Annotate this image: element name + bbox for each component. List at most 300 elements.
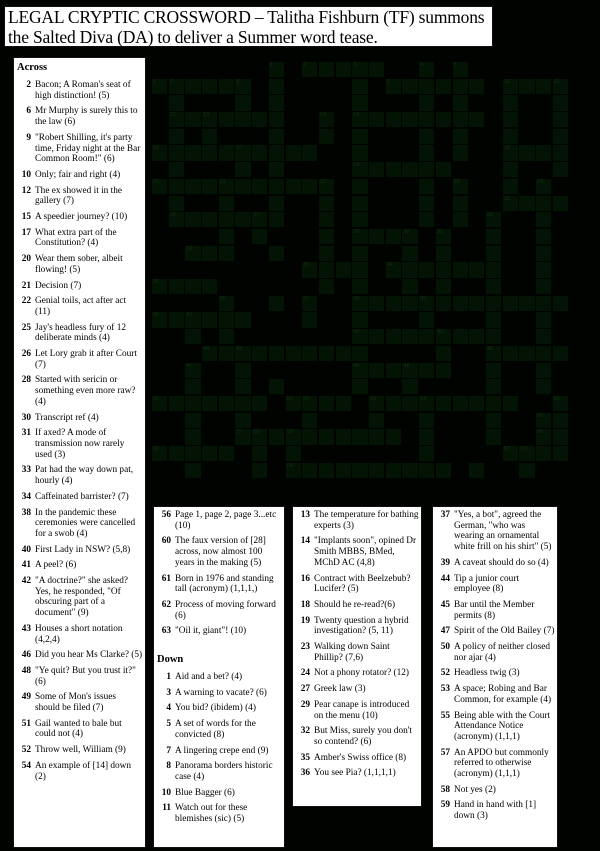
grid-cell[interactable] (352, 379, 367, 394)
grid-cell[interactable] (553, 296, 568, 311)
grid-cell[interactable] (469, 396, 484, 411)
grid-cell[interactable] (286, 446, 301, 461)
grid-cell[interactable] (269, 62, 284, 77)
grid-cell[interactable] (185, 179, 200, 194)
grid-cell[interactable] (402, 112, 417, 127)
grid-cell[interactable] (352, 429, 367, 444)
grid-cell[interactable] (436, 246, 451, 261)
grid-cell[interactable] (235, 413, 250, 428)
grid-cell[interactable] (202, 246, 217, 261)
grid-cell[interactable] (152, 179, 167, 194)
grid-cell[interactable] (486, 229, 501, 244)
grid-cell[interactable] (553, 429, 568, 444)
grid-cell[interactable] (419, 396, 434, 411)
grid-cell[interactable] (235, 179, 250, 194)
grid-cell[interactable] (503, 296, 518, 311)
grid-cell[interactable] (352, 363, 367, 378)
grid-cell[interactable] (252, 396, 267, 411)
grid-cell[interactable] (352, 62, 367, 77)
grid-cell[interactable] (369, 62, 384, 77)
grid-cell[interactable] (152, 312, 167, 327)
grid-cell[interactable] (536, 429, 551, 444)
grid-cell[interactable] (169, 79, 184, 94)
grid-cell[interactable] (319, 112, 334, 127)
grid-cell[interactable] (386, 229, 401, 244)
grid-cell[interactable] (486, 429, 501, 444)
grid-cell[interactable] (503, 196, 518, 211)
grid-cell[interactable] (319, 62, 334, 77)
grid-cell[interactable] (536, 413, 551, 428)
grid-cell[interactable] (369, 112, 384, 127)
grid-cell[interactable] (553, 162, 568, 177)
grid-cell[interactable] (202, 79, 217, 94)
grid-cell[interactable] (286, 396, 301, 411)
grid-cell[interactable] (453, 262, 468, 277)
grid-cell[interactable] (469, 329, 484, 344)
grid-cell[interactable] (219, 312, 234, 327)
grid-cell[interactable] (352, 129, 367, 144)
grid-cell[interactable] (319, 262, 334, 277)
grid-cell[interactable] (352, 246, 367, 261)
grid-cell[interactable] (553, 196, 568, 211)
grid-cell[interactable] (319, 179, 334, 194)
grid-cell[interactable] (269, 346, 284, 361)
grid-cell[interactable] (185, 145, 200, 160)
grid-cell[interactable] (519, 145, 534, 160)
grid-cell[interactable] (185, 212, 200, 227)
grid-cell[interactable] (219, 79, 234, 94)
grid-cell[interactable] (503, 162, 518, 177)
grid-cell[interactable] (553, 129, 568, 144)
grid-cell[interactable] (352, 312, 367, 327)
grid-cell[interactable] (169, 196, 184, 211)
grid-cell[interactable] (319, 279, 334, 294)
grid-cell[interactable] (419, 429, 434, 444)
grid-cell[interactable] (235, 312, 250, 327)
grid-cell[interactable] (352, 229, 367, 244)
grid-cell[interactable] (503, 112, 518, 127)
grid-cell[interactable] (352, 346, 367, 361)
grid-cell[interactable] (453, 95, 468, 110)
grid-cell[interactable] (319, 129, 334, 144)
grid-cell[interactable] (369, 296, 384, 311)
grid-cell[interactable] (185, 246, 200, 261)
grid-cell[interactable] (252, 229, 267, 244)
grid-cell[interactable] (486, 346, 501, 361)
grid-cell[interactable] (185, 329, 200, 344)
grid-cell[interactable] (235, 346, 250, 361)
grid-cell[interactable] (252, 112, 267, 127)
grid-cell[interactable] (169, 112, 184, 127)
grid-cell[interactable] (169, 129, 184, 144)
grid-cell[interactable] (536, 145, 551, 160)
grid-cell[interactable] (453, 296, 468, 311)
grid-cell[interactable] (519, 79, 534, 94)
grid-cell[interactable] (336, 396, 351, 411)
grid-cell[interactable] (553, 145, 568, 160)
grid-cell[interactable] (302, 463, 317, 478)
grid-cell[interactable] (352, 145, 367, 160)
grid-cell[interactable] (519, 463, 534, 478)
grid-cell[interactable] (219, 179, 234, 194)
grid-cell[interactable] (219, 229, 234, 244)
grid-cell[interactable] (453, 329, 468, 344)
grid-cell[interactable] (469, 112, 484, 127)
grid-cell[interactable] (402, 79, 417, 94)
grid-cell[interactable] (553, 95, 568, 110)
grid-cell[interactable] (503, 396, 518, 411)
grid-cell[interactable] (286, 463, 301, 478)
grid-cell[interactable] (185, 379, 200, 394)
grid-cell[interactable] (402, 296, 417, 311)
grid-cell[interactable] (185, 279, 200, 294)
grid-cell[interactable] (252, 446, 267, 461)
grid-cell[interactable] (219, 212, 234, 227)
grid-cell[interactable] (319, 346, 334, 361)
grid-cell[interactable] (202, 212, 217, 227)
grid-cell[interactable] (369, 363, 384, 378)
grid-cell[interactable] (419, 413, 434, 428)
grid-cell[interactable] (202, 112, 217, 127)
grid-cell[interactable] (453, 212, 468, 227)
grid-cell[interactable] (185, 363, 200, 378)
grid-cell[interactable] (252, 145, 267, 160)
grid-cell[interactable] (152, 446, 167, 461)
grid-cell[interactable] (553, 79, 568, 94)
grid-cell[interactable] (269, 196, 284, 211)
grid-cell[interactable] (235, 379, 250, 394)
grid-cell[interactable] (336, 463, 351, 478)
grid-cell[interactable] (503, 346, 518, 361)
grid-cell[interactable] (185, 429, 200, 444)
grid-cell[interactable] (536, 196, 551, 211)
grid-cell[interactable] (503, 95, 518, 110)
grid-cell[interactable] (453, 79, 468, 94)
grid-cell[interactable] (352, 329, 367, 344)
grid-cell[interactable] (152, 279, 167, 294)
grid-cell[interactable] (503, 446, 518, 461)
grid-cell[interactable] (169, 312, 184, 327)
grid-cell[interactable] (419, 145, 434, 160)
grid-cell[interactable] (386, 296, 401, 311)
grid-cell[interactable] (319, 212, 334, 227)
grid-cell[interactable] (286, 429, 301, 444)
grid-cell[interactable] (235, 112, 250, 127)
grid-cell[interactable] (419, 463, 434, 478)
grid-cell[interactable] (453, 112, 468, 127)
grid-cell[interactable] (302, 62, 317, 77)
grid-cell[interactable] (336, 62, 351, 77)
grid-cell[interactable] (269, 145, 284, 160)
grid-cell[interactable] (553, 346, 568, 361)
grid-cell[interactable] (202, 179, 217, 194)
grid-cell[interactable] (536, 229, 551, 244)
grid-cell[interactable] (269, 212, 284, 227)
grid-cell[interactable] (469, 79, 484, 94)
grid-cell[interactable] (369, 396, 384, 411)
grid-cell[interactable] (169, 446, 184, 461)
grid-cell[interactable] (269, 179, 284, 194)
grid-cell[interactable] (319, 196, 334, 211)
grid-cell[interactable] (269, 246, 284, 261)
grid-cell[interactable] (219, 329, 234, 344)
grid-cell[interactable] (269, 296, 284, 311)
grid-cell[interactable] (436, 363, 451, 378)
grid-cell[interactable] (536, 279, 551, 294)
grid-cell[interactable] (386, 363, 401, 378)
grid-cell[interactable] (419, 363, 434, 378)
grid-cell[interactable] (152, 145, 167, 160)
grid-cell[interactable] (486, 329, 501, 344)
grid-cell[interactable] (402, 229, 417, 244)
grid-cell[interactable] (519, 196, 534, 211)
grid-cell[interactable] (536, 212, 551, 227)
grid-cell[interactable] (536, 262, 551, 277)
grid-cell[interactable] (369, 413, 384, 428)
grid-cell[interactable] (453, 129, 468, 144)
grid-cell[interactable] (536, 446, 551, 461)
grid-cell[interactable] (219, 145, 234, 160)
grid-cell[interactable] (453, 196, 468, 211)
grid-cell[interactable] (185, 396, 200, 411)
grid-cell[interactable] (419, 196, 434, 211)
grid-cell[interactable] (286, 346, 301, 361)
grid-cell[interactable] (302, 296, 317, 311)
grid-cell[interactable] (503, 79, 518, 94)
grid-cell[interactable] (185, 312, 200, 327)
grid-cell[interactable] (352, 296, 367, 311)
grid-cell[interactable] (436, 463, 451, 478)
grid-cell[interactable] (419, 262, 434, 277)
grid-cell[interactable] (185, 79, 200, 94)
grid-cell[interactable] (402, 162, 417, 177)
grid-cell[interactable] (219, 346, 234, 361)
grid-cell[interactable] (202, 145, 217, 160)
grid-cell[interactable] (469, 296, 484, 311)
grid-cell[interactable] (169, 279, 184, 294)
grid-cell[interactable] (536, 79, 551, 94)
grid-cell[interactable] (269, 79, 284, 94)
grid-cell[interactable] (386, 329, 401, 344)
grid-cell[interactable] (302, 346, 317, 361)
grid-cell[interactable] (419, 179, 434, 194)
grid-cell[interactable] (386, 262, 401, 277)
grid-cell[interactable] (352, 112, 367, 127)
grid-cell[interactable] (369, 162, 384, 177)
grid-cell[interactable] (419, 95, 434, 110)
grid-cell[interactable] (419, 212, 434, 227)
grid-cell[interactable] (419, 162, 434, 177)
grid-cell[interactable] (219, 196, 234, 211)
grid-cell[interactable] (235, 429, 250, 444)
grid-cell[interactable] (169, 396, 184, 411)
grid-cell[interactable] (202, 346, 217, 361)
grid-cell[interactable] (486, 279, 501, 294)
grid-cell[interactable] (202, 312, 217, 327)
grid-cell[interactable] (386, 396, 401, 411)
grid-cell[interactable] (419, 62, 434, 77)
grid-cell[interactable] (536, 379, 551, 394)
grid-cell[interactable] (536, 346, 551, 361)
grid-cell[interactable] (419, 329, 434, 344)
grid-cell[interactable] (302, 179, 317, 194)
grid-cell[interactable] (269, 129, 284, 144)
grid-cell[interactable] (352, 279, 367, 294)
grid-cell[interactable] (252, 463, 267, 478)
grid-cell[interactable] (386, 463, 401, 478)
grid-cell[interactable] (369, 429, 384, 444)
grid-cell[interactable] (369, 229, 384, 244)
grid-cell[interactable] (152, 79, 167, 94)
grid-cell[interactable] (402, 246, 417, 261)
grid-cell[interactable] (302, 413, 317, 428)
grid-cell[interactable] (185, 413, 200, 428)
grid-cell[interactable] (319, 463, 334, 478)
grid-cell[interactable] (219, 112, 234, 127)
grid-cell[interactable] (269, 95, 284, 110)
grid-cell[interactable] (352, 79, 367, 94)
grid-cell[interactable] (269, 379, 284, 394)
grid-cell[interactable] (402, 463, 417, 478)
grid-cell[interactable] (252, 429, 267, 444)
grid-cell[interactable] (536, 312, 551, 327)
grid-cell[interactable] (185, 463, 200, 478)
grid-cell[interactable] (503, 179, 518, 194)
grid-cell[interactable] (302, 145, 317, 160)
grid-cell[interactable] (319, 429, 334, 444)
grid-cell[interactable] (486, 212, 501, 227)
grid-cell[interactable] (503, 145, 518, 160)
grid-cell[interactable] (352, 95, 367, 110)
grid-cell[interactable] (169, 179, 184, 194)
grid-cell[interactable] (352, 262, 367, 277)
grid-cell[interactable] (336, 262, 351, 277)
grid-cell[interactable] (402, 329, 417, 344)
grid-cell[interactable] (402, 262, 417, 277)
grid-cell[interactable] (553, 112, 568, 127)
grid-cell[interactable] (436, 396, 451, 411)
grid-cell[interactable] (235, 79, 250, 94)
grid-cell[interactable] (436, 79, 451, 94)
grid-cell[interactable] (469, 262, 484, 277)
grid-cell[interactable] (386, 79, 401, 94)
grid-cell[interactable] (419, 312, 434, 327)
grid-cell[interactable] (169, 212, 184, 227)
grid-cell[interactable] (252, 346, 267, 361)
grid-cell[interactable] (419, 79, 434, 94)
grid-cell[interactable] (369, 329, 384, 344)
grid-cell[interactable] (185, 112, 200, 127)
grid-cell[interactable] (486, 363, 501, 378)
grid-cell[interactable] (402, 279, 417, 294)
grid-cell[interactable] (453, 179, 468, 194)
grid-cell[interactable] (519, 296, 534, 311)
grid-cell[interactable] (419, 129, 434, 144)
grid-cell[interactable] (419, 296, 434, 311)
grid-cell[interactable] (436, 229, 451, 244)
grid-cell[interactable] (486, 413, 501, 428)
grid-cell[interactable] (436, 262, 451, 277)
grid-cell[interactable] (386, 112, 401, 127)
grid-cell[interactable] (302, 312, 317, 327)
grid-cell[interactable] (286, 179, 301, 194)
grid-cell[interactable] (536, 363, 551, 378)
grid-cell[interactable] (202, 446, 217, 461)
grid-cell[interactable] (352, 212, 367, 227)
grid-cell[interactable] (553, 413, 568, 428)
grid-cell[interactable] (302, 429, 317, 444)
grid-cell[interactable] (553, 396, 568, 411)
grid-cell[interactable] (402, 379, 417, 394)
grid-cell[interactable] (436, 296, 451, 311)
grid-cell[interactable] (536, 329, 551, 344)
grid-cell[interactable] (553, 446, 568, 461)
grid-cell[interactable] (219, 296, 234, 311)
grid-cell[interactable] (519, 346, 534, 361)
grid-cell[interactable] (252, 179, 267, 194)
grid-cell[interactable] (202, 279, 217, 294)
grid-cell[interactable] (235, 162, 250, 177)
grid-cell[interactable] (486, 312, 501, 327)
grid-cell[interactable] (269, 112, 284, 127)
grid-cell[interactable] (219, 446, 234, 461)
grid-cell[interactable] (352, 463, 367, 478)
grid-cell[interactable] (486, 379, 501, 394)
grid-cell[interactable] (536, 296, 551, 311)
grid-cell[interactable] (169, 145, 184, 160)
grid-cell[interactable] (269, 162, 284, 177)
grid-cell[interactable] (336, 346, 351, 361)
grid-cell[interactable] (286, 145, 301, 160)
grid-cell[interactable] (436, 346, 451, 361)
grid-cell[interactable] (486, 246, 501, 261)
grid-cell[interactable] (169, 162, 184, 177)
grid-cell[interactable] (235, 212, 250, 227)
grid-cell[interactable] (419, 112, 434, 127)
grid-cell[interactable] (402, 396, 417, 411)
grid-cell[interactable] (453, 145, 468, 160)
grid-cell[interactable] (302, 262, 317, 277)
grid-cell[interactable] (185, 446, 200, 461)
grid-cell[interactable] (169, 95, 184, 110)
grid-cell[interactable] (503, 129, 518, 144)
grid-cell[interactable] (319, 396, 334, 411)
grid-cell[interactable] (152, 396, 167, 411)
grid-cell[interactable] (202, 396, 217, 411)
grid-cell[interactable] (536, 179, 551, 194)
grid-cell[interactable] (235, 145, 250, 160)
grid-cell[interactable] (235, 396, 250, 411)
grid-cell[interactable] (319, 246, 334, 261)
grid-cell[interactable] (386, 429, 401, 444)
grid-cell[interactable] (402, 363, 417, 378)
grid-cell[interactable] (219, 396, 234, 411)
grid-cell[interactable] (386, 162, 401, 177)
grid-cell[interactable] (436, 162, 451, 177)
grid-cell[interactable] (235, 95, 250, 110)
grid-cell[interactable] (453, 62, 468, 77)
grid-cell[interactable] (269, 429, 284, 444)
grid-cell[interactable] (436, 329, 451, 344)
grid-cell[interactable] (486, 262, 501, 277)
grid-cell[interactable] (369, 463, 384, 478)
grid-cell[interactable] (486, 296, 501, 311)
grid-cell[interactable] (235, 363, 250, 378)
grid-cell[interactable] (352, 196, 367, 211)
grid-cell[interactable] (336, 429, 351, 444)
grid-cell[interactable] (352, 162, 367, 177)
grid-cell[interactable] (436, 279, 451, 294)
